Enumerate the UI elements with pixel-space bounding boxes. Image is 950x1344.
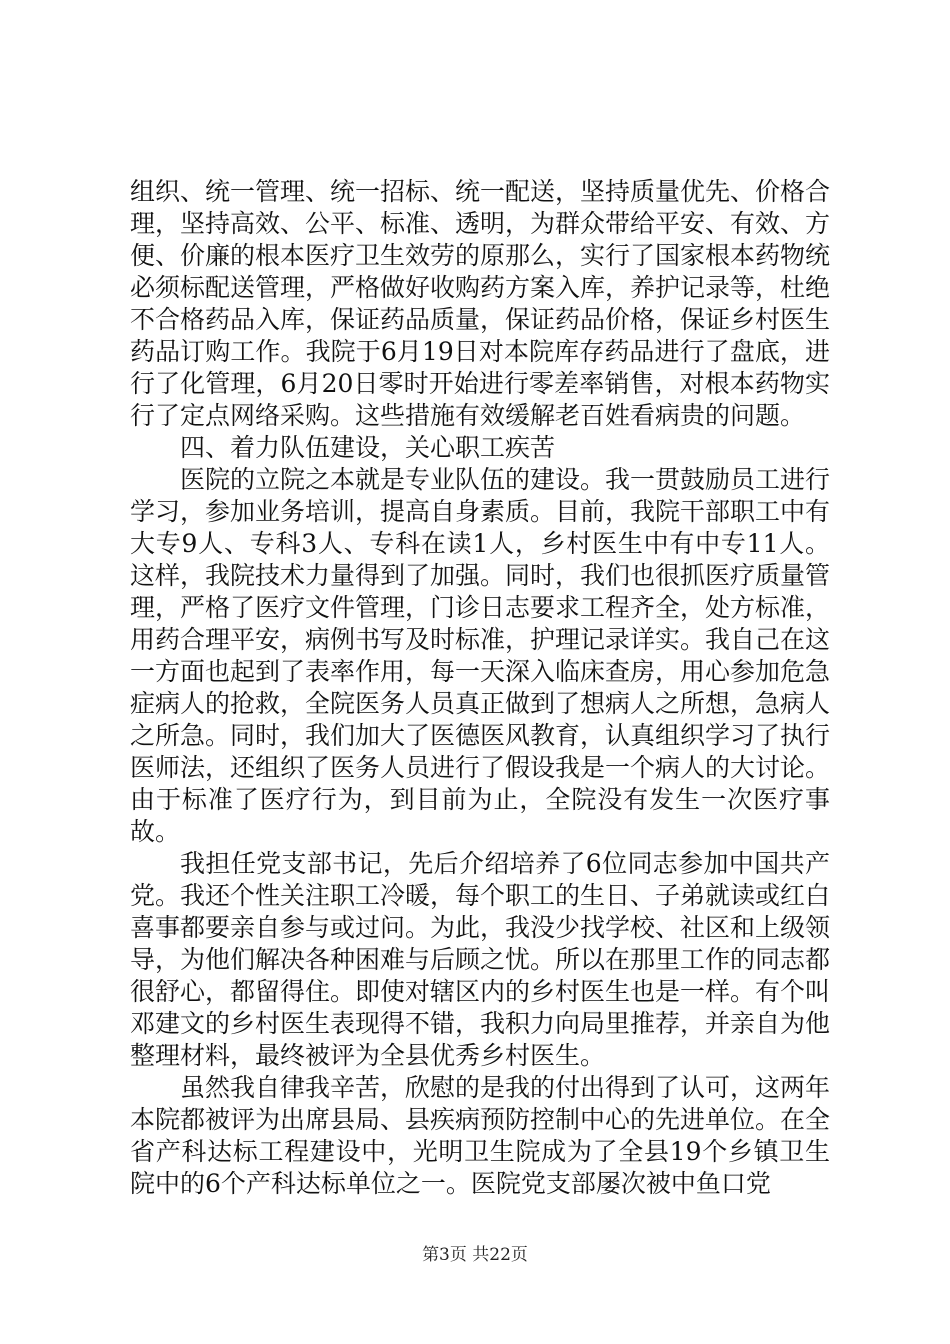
paragraph: 我担任党支部书记，先后介绍培养了6位同志参加中国共产党。我还个性关注职工冷暖，每个职工的生日、子弟就读或红白喜事都要亲自参与或过问。为此，我没少找学校、社区和上级领导，为他们解决各种困难与后顾之忧。所以在那里工作的同志都很舒心，都留得住。即使对辖区内的乡村医生也是一样。有个叫邓建文的乡村医生表现得不错，我积力向局里推荐，并亲自为他整理材料，最终被评为全县优秀乡村医生。: [130, 849, 831, 1070]
paragraph: 医院的立院之本就是专业队伍的建设。我一贯鼓励员工进行学习，参加业务培训，提高自身素质。目前，我院干部职工中有大专9人、专科3人、专科在读1人，乡村医生中有中专11人。这样，我院技术力量得到了加强。同时，我们也很抓医疗质量管理，严格了医疗文件管理，门诊日志要求工程齐全，处方标准，用药合理平安，病例书写及时标准，护理记录详实。我自己在这一方面也起到了表率作用，每一天深入临床查房，用心参加危急症病人的抢救，全院医务人员真正做到了想病人之所想，急病人之所急。同时，我们加大了医德医风教育，认真组织学习了执行医师法，还组织了医务人员进行了假设我是一个病人的大讨论。由于标准了医疗行为，到目前为止，全院没有发生一次医疗事故。: [130, 465, 831, 846]
paragraph-continued: 组织、统一管理、统一招标、统一配送，坚持质量优先、价格合理，坚持高效、公平、标准、透明，为群众带给平安、有效、方便、价廉的根本医疗卫生效劳的原那么，实行了国家根本药物统必须标配送管理，严格做好收购药方案入库，养护记录等，杜绝不合格药品入库，保证药品质量，保证药品价格，保证乡村医生药品订购工作。我院于6月19日对本院库存药品进行了盘底，进行了化管理，6月20日零时开始进行零差率销售，对根本药物实行了定点网络采购。这些措施有效缓解老百姓看病贵的问题。: [130, 177, 831, 430]
section-heading: 四、着力队伍建设，关心职工疾苦: [180, 433, 556, 462]
paragraph: 虽然我自律我辛苦，欣慰的是我的付出得到了认可，这两年本院都被评为出席县局、县疾病预防控制中心的先进单位。在全省产科达标工程建设中，光明卫生院成为了全县19个乡镇卫生院中的6个产科达标单位之一。医院党支部屡次被中鱼口党: [130, 1073, 831, 1198]
page-number-footer: 第3页 共22页: [422, 1245, 528, 1265]
document-body: [130, 176, 830, 1200]
